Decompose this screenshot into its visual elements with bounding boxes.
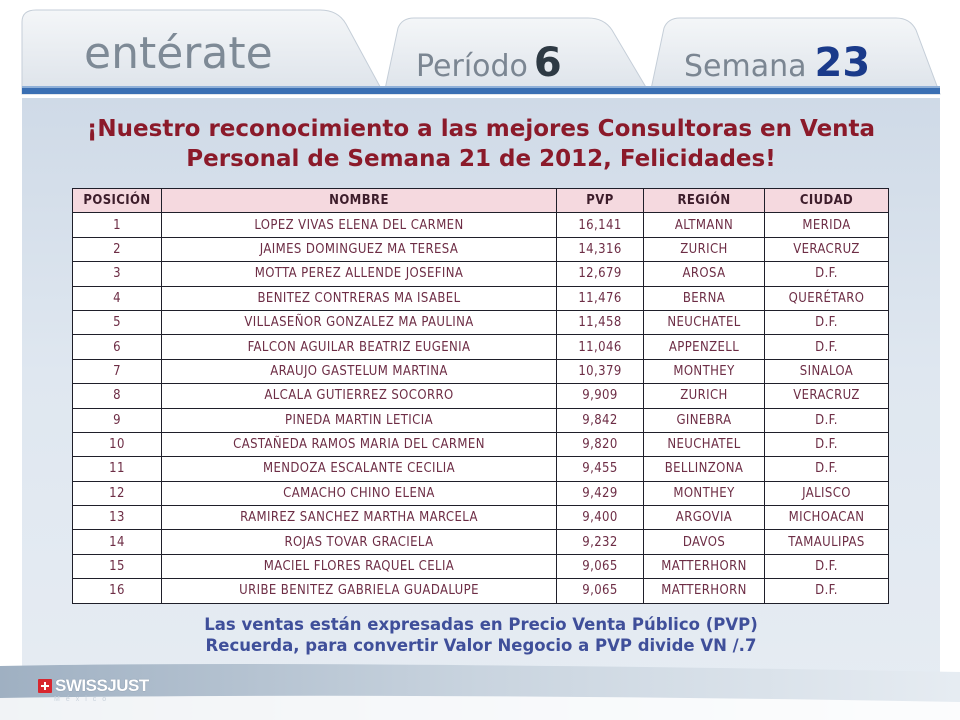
logo-subtitle: México <box>54 696 113 703</box>
cell-region: MATTERHORN <box>644 579 765 603</box>
cell-region: MATTERHORN <box>644 554 765 578</box>
cell-posicion: 16 <box>73 579 162 603</box>
swiss-cross-icon <box>38 679 52 693</box>
cell-nombre: BENITEZ CONTRERAS MA ISABEL <box>162 286 557 310</box>
table-row <box>73 384 889 408</box>
cell-pvp: 16,141 <box>557 213 644 237</box>
header-region: REGIÓN <box>644 189 765 213</box>
cell-posicion: 7 <box>73 359 162 383</box>
table-row <box>73 408 889 432</box>
cell-region: MONTHEY <box>644 359 765 383</box>
table-row <box>73 457 889 481</box>
cell-posicion: 2 <box>73 237 162 261</box>
cell-posicion: 1 <box>73 213 162 237</box>
cell-ciudad: QUERÉTARO <box>765 286 889 310</box>
cell-nombre: PINEDA MARTIN LETICIA <box>162 408 557 432</box>
cell-nombre: MACIEL FLORES RAQUEL CELIA <box>162 554 557 578</box>
cell-ciudad: D.F. <box>765 457 889 481</box>
footnote <box>22 614 940 656</box>
cell-pvp: 12,679 <box>557 262 644 286</box>
periodo-number: 6 <box>533 40 562 86</box>
cell-posicion: 15 <box>73 554 162 578</box>
cell-ciudad: SINALOA <box>765 359 889 383</box>
table-row <box>73 286 889 310</box>
cell-region: NEUCHATEL <box>644 432 765 456</box>
table-row <box>73 359 889 383</box>
cell-ciudad: VERACRUZ <box>765 384 889 408</box>
cell-region: ARGOVIA <box>644 506 765 530</box>
cell-nombre: ALCALA GUTIERREZ SOCORRO <box>162 384 557 408</box>
footnote-line-2: Recuerda, para convertir Valor Negocio a PVP divide VN /.7 <box>205 636 757 655</box>
cell-nombre: FALCON AGUILAR BEATRIZ EUGENIA <box>162 335 557 359</box>
cell-pvp: 9,909 <box>557 384 644 408</box>
cell-pvp: 9,429 <box>557 481 644 505</box>
cell-posicion: 4 <box>73 286 162 310</box>
cell-nombre: URIBE BENITEZ GABRIELA GUADALUPE <box>162 579 557 603</box>
cell-ciudad: D.F. <box>765 432 889 456</box>
cell-nombre: MOTTA PEREZ ALLENDE JOSEFINA <box>162 262 557 286</box>
header-banner <box>0 0 960 100</box>
cell-region: APPENZELL <box>644 335 765 359</box>
cell-pvp: 9,065 <box>557 554 644 578</box>
header-nombre: NOMBRE <box>162 189 557 213</box>
cell-pvp: 9,820 <box>557 432 644 456</box>
cell-nombre: CASTAÑEDA RAMOS MARIA DEL CARMEN <box>162 432 557 456</box>
footnote-line-1: Las ventas están expresadas en Precio Venta Público (PVP) <box>204 615 758 634</box>
cell-region: ALTMANN <box>644 213 765 237</box>
cell-posicion: 10 <box>73 432 162 456</box>
cell-nombre: VILLASEÑOR GONZALEZ MA PAULINA <box>162 310 557 334</box>
cell-region: BERNA <box>644 286 765 310</box>
cell-nombre: MENDOZA ESCALANTE CECILIA <box>162 457 557 481</box>
cell-pvp: 9,065 <box>557 579 644 603</box>
cell-posicion: 9 <box>73 408 162 432</box>
cell-ciudad: JALISCO <box>765 481 889 505</box>
cell-ciudad: D.F. <box>765 335 889 359</box>
cell-nombre: ROJAS TOVAR GRACIELA <box>162 530 557 554</box>
cell-nombre: CAMACHO CHINO ELENA <box>162 481 557 505</box>
cell-pvp: 11,476 <box>557 286 644 310</box>
cell-ciudad: D.F. <box>765 262 889 286</box>
cell-nombre: LOPEZ VIVAS ELENA DEL CARMEN <box>162 213 557 237</box>
cell-region: DAVOS <box>644 530 765 554</box>
table-row <box>73 432 889 456</box>
cell-ciudad: VERACRUZ <box>765 237 889 261</box>
cell-ciudad: D.F. <box>765 579 889 603</box>
semana-text: Semana <box>684 49 807 84</box>
table-header-row <box>73 189 889 213</box>
logo-text: SWISSJUST <box>55 676 149 695</box>
header-ciudad: CIUDAD <box>765 189 889 213</box>
cell-posicion: 8 <box>73 384 162 408</box>
cell-posicion: 12 <box>73 481 162 505</box>
cell-posicion: 6 <box>73 335 162 359</box>
cell-pvp: 9,455 <box>557 457 644 481</box>
cell-posicion: 14 <box>73 530 162 554</box>
cell-pvp: 11,458 <box>557 310 644 334</box>
cell-ciudad: D.F. <box>765 408 889 432</box>
cell-pvp: 10,379 <box>557 359 644 383</box>
cell-nombre: JAIMES DOMINGUEZ MA TERESA <box>162 237 557 261</box>
table-row <box>73 506 889 530</box>
cell-ciudad: MERIDA <box>765 213 889 237</box>
ranking-table <box>72 188 889 604</box>
cell-pvp: 9,400 <box>557 506 644 530</box>
cell-ciudad: MICHOACAN <box>765 506 889 530</box>
periodo-label <box>416 40 562 86</box>
header-posicion: POSICIÓN <box>73 189 162 213</box>
cell-region: BELLINZONA <box>644 457 765 481</box>
periodo-text: Período <box>416 49 528 84</box>
table-row <box>73 237 889 261</box>
cell-pvp: 11,046 <box>557 335 644 359</box>
title-line-1: ¡Nuestro reconocimiento a las mejores Consultoras en Venta <box>86 116 876 142</box>
table-row <box>73 481 889 505</box>
title-line-2: Personal de Semana 21 de 2012, Felicidades! <box>186 146 776 172</box>
cell-nombre: RAMIREZ SANCHEZ MARTHA MARCELA <box>162 506 557 530</box>
header-pvp: PVP <box>557 189 644 213</box>
cell-region: MONTHEY <box>644 481 765 505</box>
table-body <box>73 213 889 603</box>
brand-title: entérate <box>84 28 273 79</box>
cell-ciudad: TAMAULIPAS <box>765 530 889 554</box>
table-row <box>73 530 889 554</box>
cell-region: AROSA <box>644 262 765 286</box>
table-row <box>73 335 889 359</box>
cell-posicion: 5 <box>73 310 162 334</box>
cell-ciudad: D.F. <box>765 310 889 334</box>
cell-ciudad: D.F. <box>765 554 889 578</box>
cell-posicion: 13 <box>73 506 162 530</box>
page-title <box>22 114 940 174</box>
swissjust-logo <box>38 676 149 696</box>
table-row <box>73 262 889 286</box>
table-row <box>73 310 889 334</box>
table-row <box>73 213 889 237</box>
cell-pvp: 14,316 <box>557 237 644 261</box>
cell-posicion: 11 <box>73 457 162 481</box>
table-row <box>73 579 889 603</box>
cell-region: GINEBRA <box>644 408 765 432</box>
semana-label <box>684 40 870 86</box>
cell-posicion: 3 <box>73 262 162 286</box>
cell-region: ZURICH <box>644 384 765 408</box>
cell-pvp: 9,842 <box>557 408 644 432</box>
cell-nombre: ARAUJO GASTELUM MARTINA <box>162 359 557 383</box>
semana-number: 23 <box>814 40 871 86</box>
cell-region: NEUCHATEL <box>644 310 765 334</box>
cell-pvp: 9,232 <box>557 530 644 554</box>
table-row <box>73 554 889 578</box>
cell-region: ZURICH <box>644 237 765 261</box>
